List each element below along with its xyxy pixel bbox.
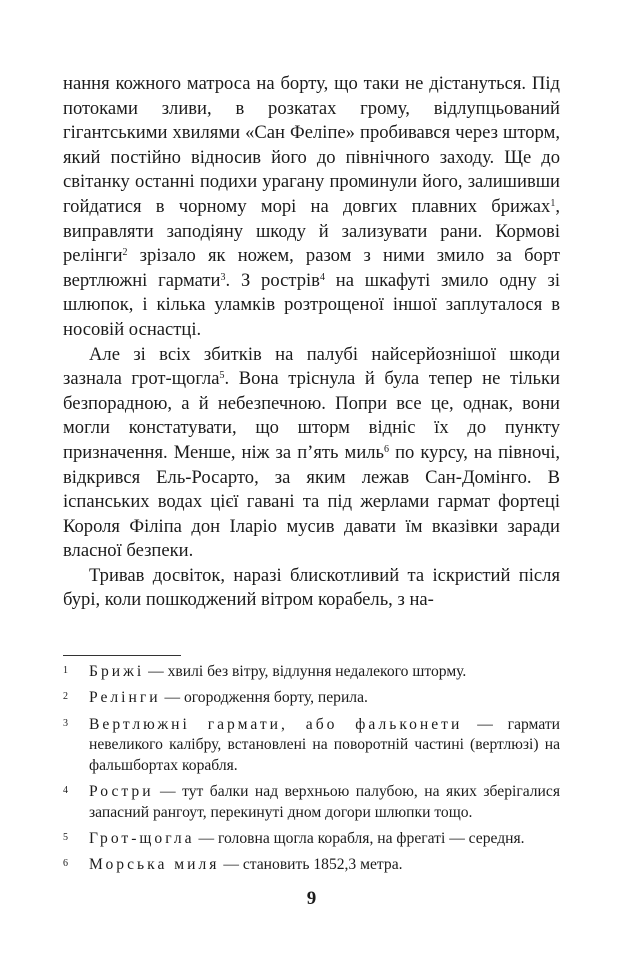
- paragraph-text: на шкафуті змило одну зі шлюпок, і кілька уламків розтрощеної іншої заплуталося в носовій оснастці.: [63, 269, 561, 340]
- footnote-number: 1: [63, 665, 68, 677]
- footnote-3: [63, 715, 560, 776]
- footnote-marker-6: 6: [384, 443, 390, 455]
- main-text: [63, 72, 560, 613]
- footnote-term: Вертлюжні гармати, або фальконети: [89, 715, 463, 733]
- footnote-number: 4: [63, 785, 68, 797]
- footnote-number: 3: [63, 717, 68, 729]
- footnote-number: 5: [63, 831, 68, 843]
- footnote-marker-3: 3: [220, 271, 226, 283]
- footnote-1: [63, 662, 560, 682]
- footnote-marker-1: 1: [550, 197, 556, 209]
- footnote-number: 6: [63, 858, 68, 870]
- footnote-term: Релінги: [89, 689, 161, 707]
- footnote-text: — тут балки над верхньою палубою, на яких зберігалися запасний рангоут, перекинуті дном догори шлюпки тощо.: [89, 783, 560, 821]
- footnote-number: 2: [63, 691, 68, 703]
- paragraph-text: , виправляти заподіяну шкоду й зализувати рани. Кормові релінги: [63, 195, 560, 267]
- paragraph-2: [63, 343, 560, 564]
- footnote-text: — огородження борту, перила.: [160, 689, 368, 707]
- footnote-4: [63, 782, 560, 823]
- book-page: [63, 72, 560, 882]
- footnote-6: [63, 855, 560, 875]
- footnote-term: Брижі: [89, 663, 145, 681]
- footnote-marker-5: 5: [219, 370, 225, 382]
- footnote-text: — гармати невеликого калібру, встановлені на поворотній частині (вертлюзі) на фальшбортах корабля.: [89, 715, 560, 774]
- footnote-term: Ростри: [89, 783, 154, 801]
- footnote-term: Морська миля: [89, 856, 220, 874]
- paragraph-3: Тривав досвіток, наразі блискотливий та іскристий після бурі, коли пошкоджений вітром корабель, з на-: [63, 564, 560, 611]
- footnote-text: — становить 1852,3 метра.: [219, 856, 403, 874]
- footnote-text: — головна щогла корабля, на фрегаті — середня.: [194, 829, 525, 847]
- footnote-marker-4: 4: [319, 271, 325, 283]
- paragraph-text: по курсу, на півночі, відкрився Ель-Росарто, за яким лежав Сан-Домінго. В іспанських водах цієї гавані та під жерлами гармат фортеці Короля Філіпа дон Іларіо мусив давати їм вказівки заради власної безпеки.: [63, 441, 561, 562]
- footnote-term: Грот-щогла: [89, 829, 195, 847]
- paragraph-text: Але зі всіх збитків на палубі найсерйознішої шкоди зазнала грот-щогла: [63, 343, 560, 390]
- footnote-2: [63, 688, 560, 708]
- footnote-marker-2: 2: [122, 247, 128, 259]
- footnote-text: — хвилі без вітру, відлуння недалекого шторму.: [144, 663, 467, 681]
- paragraph-1: [63, 72, 560, 343]
- paragraph-text: нання кожного матроса на борту, що таки не дістануться. Під потоками зливи, в розкатах грому, відлупцьований гігантськими хвилями «Сан Феліпе» пробивався через шторм, який постійно відносив його до північного заходу. Ще до світанку останні подихи урагану проминули його, залишивши гойдатися в чорному морі на довгих плавних брижах: [63, 73, 560, 217]
- paragraph-text: . Вона тріснула й була тепер не тільки безпорадною, а й небезпечною. Попри все це, однак, вони могли констатувати, що шторм відніс їх до пункту призначення. Менше, ніж за п’ять миль: [63, 368, 560, 463]
- footnotes: [63, 662, 560, 876]
- footnote-5: [63, 829, 560, 849]
- footnote-divider: [63, 655, 181, 656]
- page-number: 9: [306, 888, 317, 909]
- paragraph-text: . З рострів: [225, 269, 320, 291]
- paragraph-text: зрізало як ножем, разом з ними змило за борт вертлюжні гармати: [63, 245, 560, 291]
